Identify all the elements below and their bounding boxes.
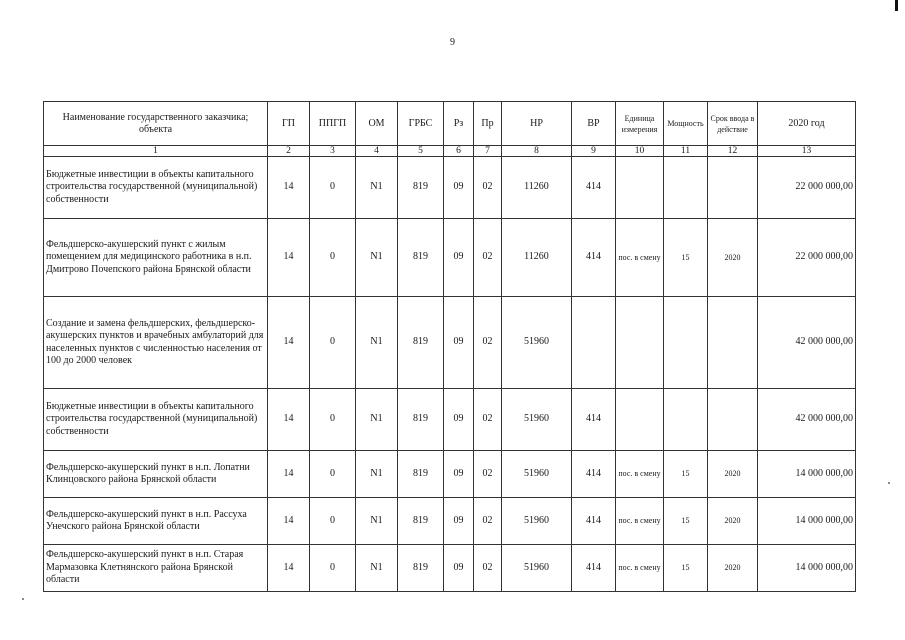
- nr-cell: 11260: [502, 219, 572, 297]
- header-term: Срок ввода в действие: [708, 102, 758, 146]
- grbs-cell: 819: [398, 498, 444, 545]
- object-name: Бюджетные инвестиции в объекты капитального строительства государственной (муниципальной) собственности: [44, 157, 268, 219]
- gp-cell: 14: [268, 157, 310, 219]
- nr-cell: 51960: [502, 297, 572, 389]
- capacity-cell: [664, 389, 708, 451]
- capacity-cell: 15: [664, 219, 708, 297]
- term-cell: [708, 157, 758, 219]
- amount-cell: 42 000 000,00: [758, 389, 856, 451]
- header-vr: ВР: [572, 102, 616, 146]
- table-row: [44, 219, 856, 297]
- om-cell: N1: [356, 219, 398, 297]
- column-number: 1: [44, 146, 268, 157]
- term-cell: [708, 389, 758, 451]
- gp-cell: 14: [268, 219, 310, 297]
- pr-cell: 02: [474, 498, 502, 545]
- header-ppgp: ППГП: [310, 102, 356, 146]
- amount-cell: 42 000 000,00: [758, 297, 856, 389]
- pr-cell: 02: [474, 451, 502, 498]
- rz-cell: 09: [444, 498, 474, 545]
- object-name: Фельдшерско-акушерский пункт в н.п. Старая Мармазовка Клетнянского района Брянской области: [44, 545, 268, 592]
- ppgp-cell: 0: [310, 545, 356, 592]
- term-cell: 2020: [708, 451, 758, 498]
- unit-cell: [616, 297, 664, 389]
- ppgp-cell: 0: [310, 498, 356, 545]
- gp-cell: 14: [268, 451, 310, 498]
- header-gp: ГП: [268, 102, 310, 146]
- amount-cell: 22 000 000,00: [758, 157, 856, 219]
- term-cell: 2020: [708, 498, 758, 545]
- ppgp-cell: 0: [310, 297, 356, 389]
- object-name: Создание и замена фельдшерских, фельдшерско-акушерских пунктов и врачебных амбулаторий для населенных пунктов с численностью населения от 100 до 2000 человек: [44, 297, 268, 389]
- page-number: 9: [450, 37, 455, 48]
- column-number: 6: [444, 146, 474, 157]
- vr-cell: 414: [572, 545, 616, 592]
- table-row: [44, 498, 856, 545]
- nr-cell: 11260: [502, 157, 572, 219]
- term-cell: 2020: [708, 219, 758, 297]
- column-number: 13: [758, 146, 856, 157]
- header-unit: Единица измерения: [616, 102, 664, 146]
- unit-cell: пос. в смену: [616, 219, 664, 297]
- gp-cell: 14: [268, 389, 310, 451]
- column-number: 2: [268, 146, 310, 157]
- header-om: ОМ: [356, 102, 398, 146]
- grbs-cell: 819: [398, 219, 444, 297]
- vr-cell: 414: [572, 451, 616, 498]
- table-row: [44, 451, 856, 498]
- column-number: 7: [474, 146, 502, 157]
- amount-cell: 14 000 000,00: [758, 451, 856, 498]
- column-number: 4: [356, 146, 398, 157]
- rz-cell: 09: [444, 451, 474, 498]
- table-row: [44, 157, 856, 219]
- om-cell: N1: [356, 297, 398, 389]
- rz-cell: 09: [444, 297, 474, 389]
- header-rz: Рз: [444, 102, 474, 146]
- om-cell: N1: [356, 451, 398, 498]
- om-cell: N1: [356, 498, 398, 545]
- capacity-cell: 15: [664, 545, 708, 592]
- table-row: [44, 297, 856, 389]
- column-number: 3: [310, 146, 356, 157]
- budget-table: [43, 101, 856, 592]
- vr-cell: [572, 297, 616, 389]
- om-cell: N1: [356, 545, 398, 592]
- object-name: Фельдшерско-акушерский пункт в н.п. Рассуха Унечского района Брянской области: [44, 498, 268, 545]
- pr-cell: 02: [474, 297, 502, 389]
- grbs-cell: 819: [398, 545, 444, 592]
- header-year: 2020 год: [758, 102, 856, 146]
- table-row: [44, 389, 856, 451]
- vr-cell: 414: [572, 219, 616, 297]
- amount-cell: 14 000 000,00: [758, 545, 856, 592]
- header-pr: Пр: [474, 102, 502, 146]
- vr-cell: 414: [572, 157, 616, 219]
- object-name: Фельдшерско-акушерский пункт в н.п. Лопатни Клинцовского района Брянской области: [44, 451, 268, 498]
- grbs-cell: 819: [398, 157, 444, 219]
- gp-cell: 14: [268, 545, 310, 592]
- unit-cell: пос. в смену: [616, 498, 664, 545]
- table-row: [44, 545, 856, 592]
- object-name: Бюджетные инвестиции в объекты капитального строительства государственной (муниципальной) собственности: [44, 389, 268, 451]
- term-cell: 2020: [708, 545, 758, 592]
- header-nr: НР: [502, 102, 572, 146]
- column-number: 10: [616, 146, 664, 157]
- rz-cell: 09: [444, 157, 474, 219]
- ppgp-cell: 0: [310, 451, 356, 498]
- capacity-cell: [664, 157, 708, 219]
- scan-speck: [22, 598, 24, 600]
- nr-cell: 51960: [502, 389, 572, 451]
- grbs-cell: 819: [398, 297, 444, 389]
- amount-cell: 22 000 000,00: [758, 219, 856, 297]
- vr-cell: 414: [572, 498, 616, 545]
- om-cell: N1: [356, 389, 398, 451]
- pr-cell: 02: [474, 157, 502, 219]
- om-cell: N1: [356, 157, 398, 219]
- column-number: 11: [664, 146, 708, 157]
- header-name: Наименование государственного заказчика; объекта: [44, 102, 268, 146]
- column-number: 8: [502, 146, 572, 157]
- nr-cell: 51960: [502, 545, 572, 592]
- ppgp-cell: 0: [310, 389, 356, 451]
- ppgp-cell: 0: [310, 157, 356, 219]
- vr-cell: 414: [572, 389, 616, 451]
- rz-cell: 09: [444, 219, 474, 297]
- capacity-cell: 15: [664, 498, 708, 545]
- scan-speck: [888, 482, 890, 484]
- amount-cell: 14 000 000,00: [758, 498, 856, 545]
- unit-cell: [616, 157, 664, 219]
- ppgp-cell: 0: [310, 219, 356, 297]
- header-grbs: ГРБС: [398, 102, 444, 146]
- unit-cell: пос. в смену: [616, 545, 664, 592]
- rz-cell: 09: [444, 389, 474, 451]
- scan-edge-mark: [895, 0, 898, 11]
- gp-cell: 14: [268, 498, 310, 545]
- unit-cell: пос. в смену: [616, 451, 664, 498]
- header-capacity: Мощность: [664, 102, 708, 146]
- rz-cell: 09: [444, 545, 474, 592]
- gp-cell: 14: [268, 297, 310, 389]
- column-number-row: [44, 146, 856, 157]
- nr-cell: 51960: [502, 498, 572, 545]
- pr-cell: 02: [474, 389, 502, 451]
- unit-cell: [616, 389, 664, 451]
- capacity-cell: [664, 297, 708, 389]
- term-cell: [708, 297, 758, 389]
- grbs-cell: 819: [398, 389, 444, 451]
- column-number: 9: [572, 146, 616, 157]
- object-name: Фельдшерско-акушерский пункт с жилым помещением для медицинского работника в н.п. Дмитрово Почепского района Брянской области: [44, 219, 268, 297]
- column-number: 5: [398, 146, 444, 157]
- grbs-cell: 819: [398, 451, 444, 498]
- pr-cell: 02: [474, 219, 502, 297]
- capacity-cell: 15: [664, 451, 708, 498]
- column-number: 12: [708, 146, 758, 157]
- header-row: [44, 102, 856, 146]
- nr-cell: 51960: [502, 451, 572, 498]
- pr-cell: 02: [474, 545, 502, 592]
